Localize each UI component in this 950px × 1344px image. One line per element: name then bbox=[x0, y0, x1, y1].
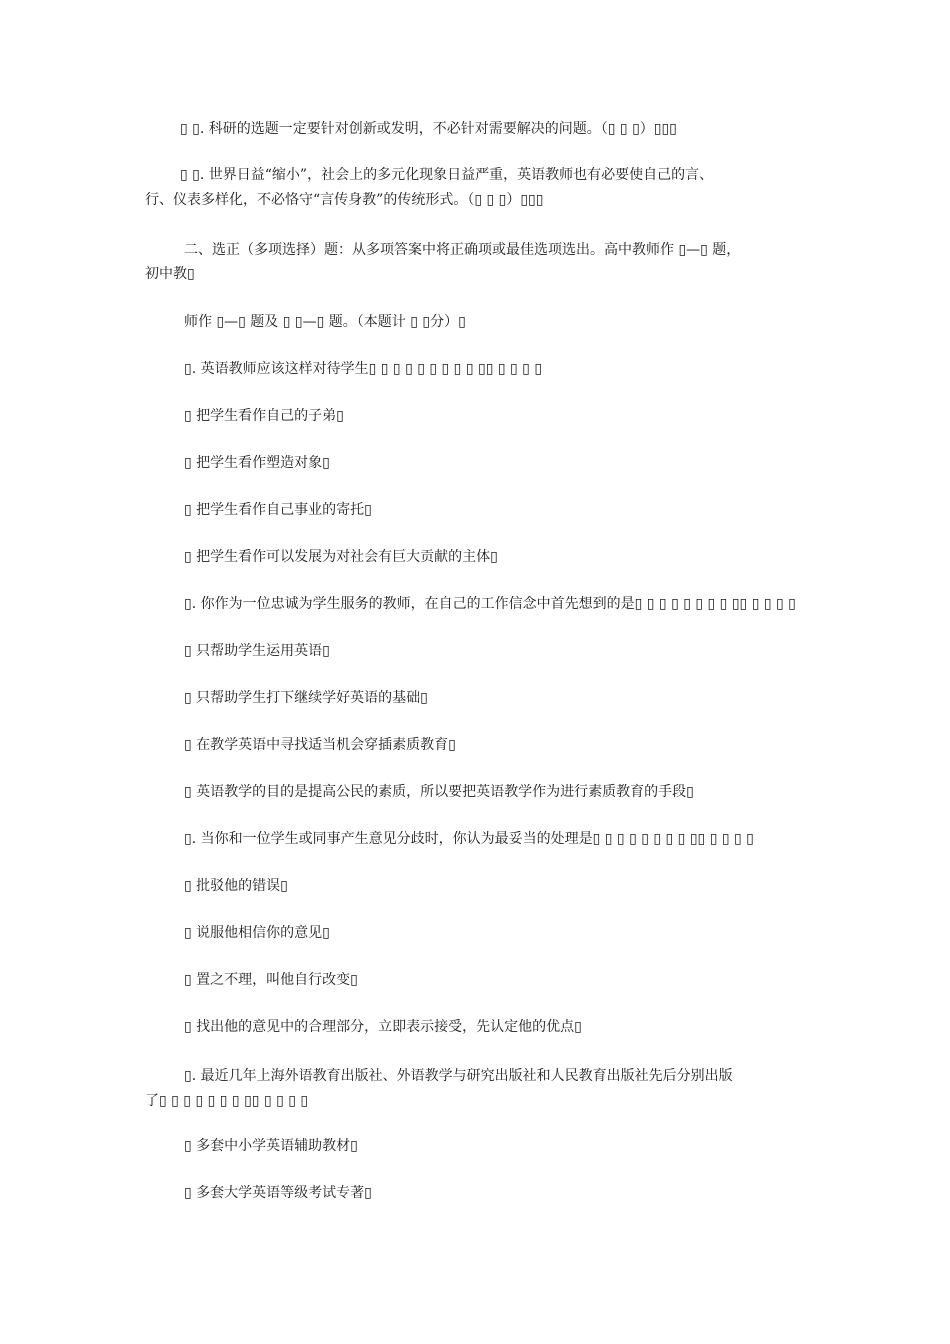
section-heading: 二、选正（多项选择）题：从多项答案中将正确项或最佳选项选出。高中教师作 ▯—▯ 题， bbox=[184, 242, 741, 258]
text-line: ▯ ▯. 科研的选题一定要针对创新或发明，不必针对需要解决的问题。（▯ ▯ ▯）▯▯▯ bbox=[180, 121, 677, 137]
option-item: ▯ 多套中小学英语辅助教材▯ bbox=[184, 1138, 358, 1154]
option-item: ▯ 批驳他的错误▯ bbox=[184, 878, 288, 894]
text-line: 师作 ▯—▯ 题及 ▯ ▯—▯ 题。（本题计 ▯ ▯分）▯ bbox=[184, 314, 466, 330]
option-item: ▯ 只帮助学生运用英语▯ bbox=[184, 643, 330, 659]
text-line: 初中教▯ bbox=[145, 266, 195, 282]
option-item: ▯ 多套大学英语等级考试专著▯ bbox=[184, 1185, 372, 1201]
question-1: ▯. 英语教师应该这样对待学生▯ ▯ ▯ ▯ ▯ ▯ ▯ ▯ ▯ ▯▯ ▯ ▯ ▯ ▯ bbox=[184, 361, 543, 377]
option-item: ▯ 在教学英语中寻找适当机会穿插素质教育▯ bbox=[184, 737, 456, 753]
text-line: 行、仪表多样化，不必恪守“言传身教”的传统形式。（▯ ▯ ▯）▯▯▯ bbox=[145, 192, 544, 208]
option-item: ▯ 置之不理，叫他自行改变▯ bbox=[184, 972, 358, 988]
option-item: ▯ 把学生看作自己事业的寄托▯ bbox=[184, 502, 372, 518]
text-line: 了▯ ▯ ▯ ▯ ▯ ▯ ▯ ▯▯ ▯ ▯ ▯ ▯ bbox=[145, 1093, 309, 1109]
question-4: ▯. 最近几年上海外语教育出版社、外语教学与研究出版社和人民教育出版社先后分别出版 bbox=[184, 1068, 733, 1084]
option-item: ▯ 找出他的意见中的合理部分，立即表示接受，先认定他的优点▯ bbox=[184, 1019, 582, 1035]
option-item: ▯ 只帮助学生打下继续学好英语的基础▯ bbox=[184, 690, 428, 706]
question-3: ▯. 当你和一位学生或同事产生意见分歧时，你认为最妥当的处理是▯ ▯ ▯ ▯ ▯ ▯ ▯ ▯ ▯▯ ▯ ▯ ▯ ▯ bbox=[184, 831, 754, 847]
option-item: ▯ 说服他相信你的意见▯ bbox=[184, 925, 330, 941]
option-item: ▯ 把学生看作自己的子弟▯ bbox=[184, 408, 344, 424]
option-item: ▯ 英语教学的目的是提高公民的素质，所以要把英语教学作为进行素质教育的手段▯ bbox=[184, 784, 694, 800]
question-2: ▯. 你作为一位忠诚为学生服务的教师，在自己的工作信念中首先想到的是▯ ▯ ▯ ▯ ▯ ▯ ▯ ▯ ▯▯ ▯ ▯ ▯ ▯ bbox=[184, 596, 796, 612]
option-item: ▯ 把学生看作可以发展为对社会有巨大贡献的主体▯ bbox=[184, 549, 498, 565]
text-line: ▯ ▯. 世界日益“缩小”，社会上的多元化现象日益严重，英语教师也有必要使自己的言、 bbox=[180, 167, 714, 183]
option-item: ▯ 把学生看作塑造对象▯ bbox=[184, 455, 330, 471]
